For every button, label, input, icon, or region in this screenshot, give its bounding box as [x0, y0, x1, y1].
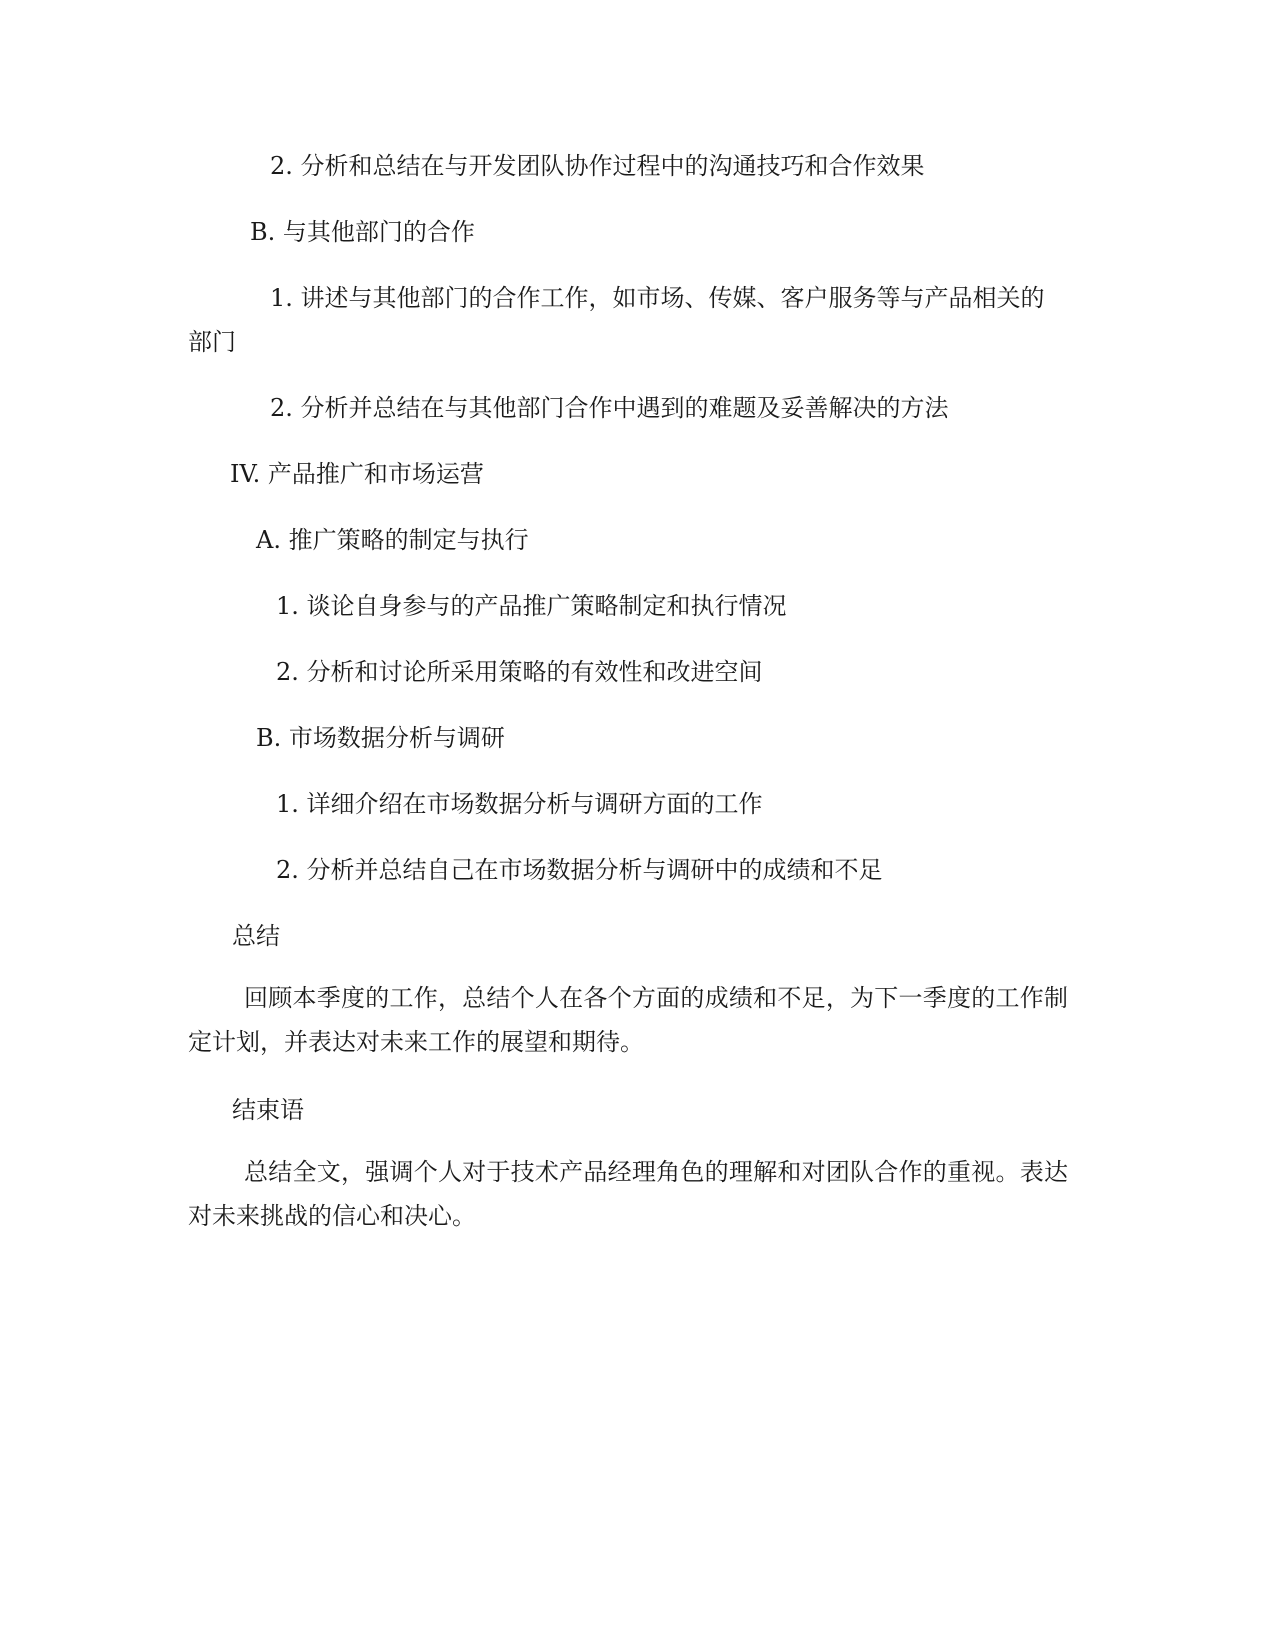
item-iv-a-1: 1. 谈论自身参与的产品推广策略制定和执行情况 [276, 592, 787, 620]
item-iv-b-1: 1. 详细介绍在市场数据分析与调研方面的工作 [276, 790, 763, 818]
item-iv-a-2: 2. 分析和讨论所采用策略的有效性和改进空间 [276, 658, 763, 686]
item-iii-b-1: 1. 讲述与其他部门的合作工作，如市场、传媒、客户服务等与产品相关的 [270, 284, 1045, 312]
subsection-iv-a-heading: A. 推广策略的制定与执行 [256, 526, 529, 554]
item-iii-b-1-continued: 部门 [188, 328, 236, 356]
item-iii-b-2: 2. 分析并总结在与其他部门合作中遇到的难题及妥善解决的方法 [270, 394, 949, 422]
item-iv-b-2: 2. 分析并总结自己在市场数据分析与调研中的成绩和不足 [276, 856, 883, 884]
subsection-iv-b-heading: B. 市场数据分析与调研 [256, 724, 505, 752]
closing-paragraph: 总结全文，强调个人对于技术产品经理角色的理解和对团队合作的重视。表达对未来挑战的信心和决心。 [188, 1158, 1068, 1230]
section-iv-heading: IV. 产品推广和市场运营 [230, 460, 484, 488]
summary-heading: 总结 [232, 922, 280, 950]
subsection-iii-b-heading: B. 与其他部门的合作 [250, 218, 475, 246]
summary-paragraph: 回顾本季度的工作，总结个人在各个方面的成绩和不足，为下一季度的工作制定计划，并表达对未来工作的展望和期待。 [188, 984, 1068, 1056]
closing-heading: 结束语 [232, 1096, 304, 1124]
item-iii-a-2: 2. 分析和总结在与开发团队协作过程中的沟通技巧和合作效果 [270, 152, 925, 180]
